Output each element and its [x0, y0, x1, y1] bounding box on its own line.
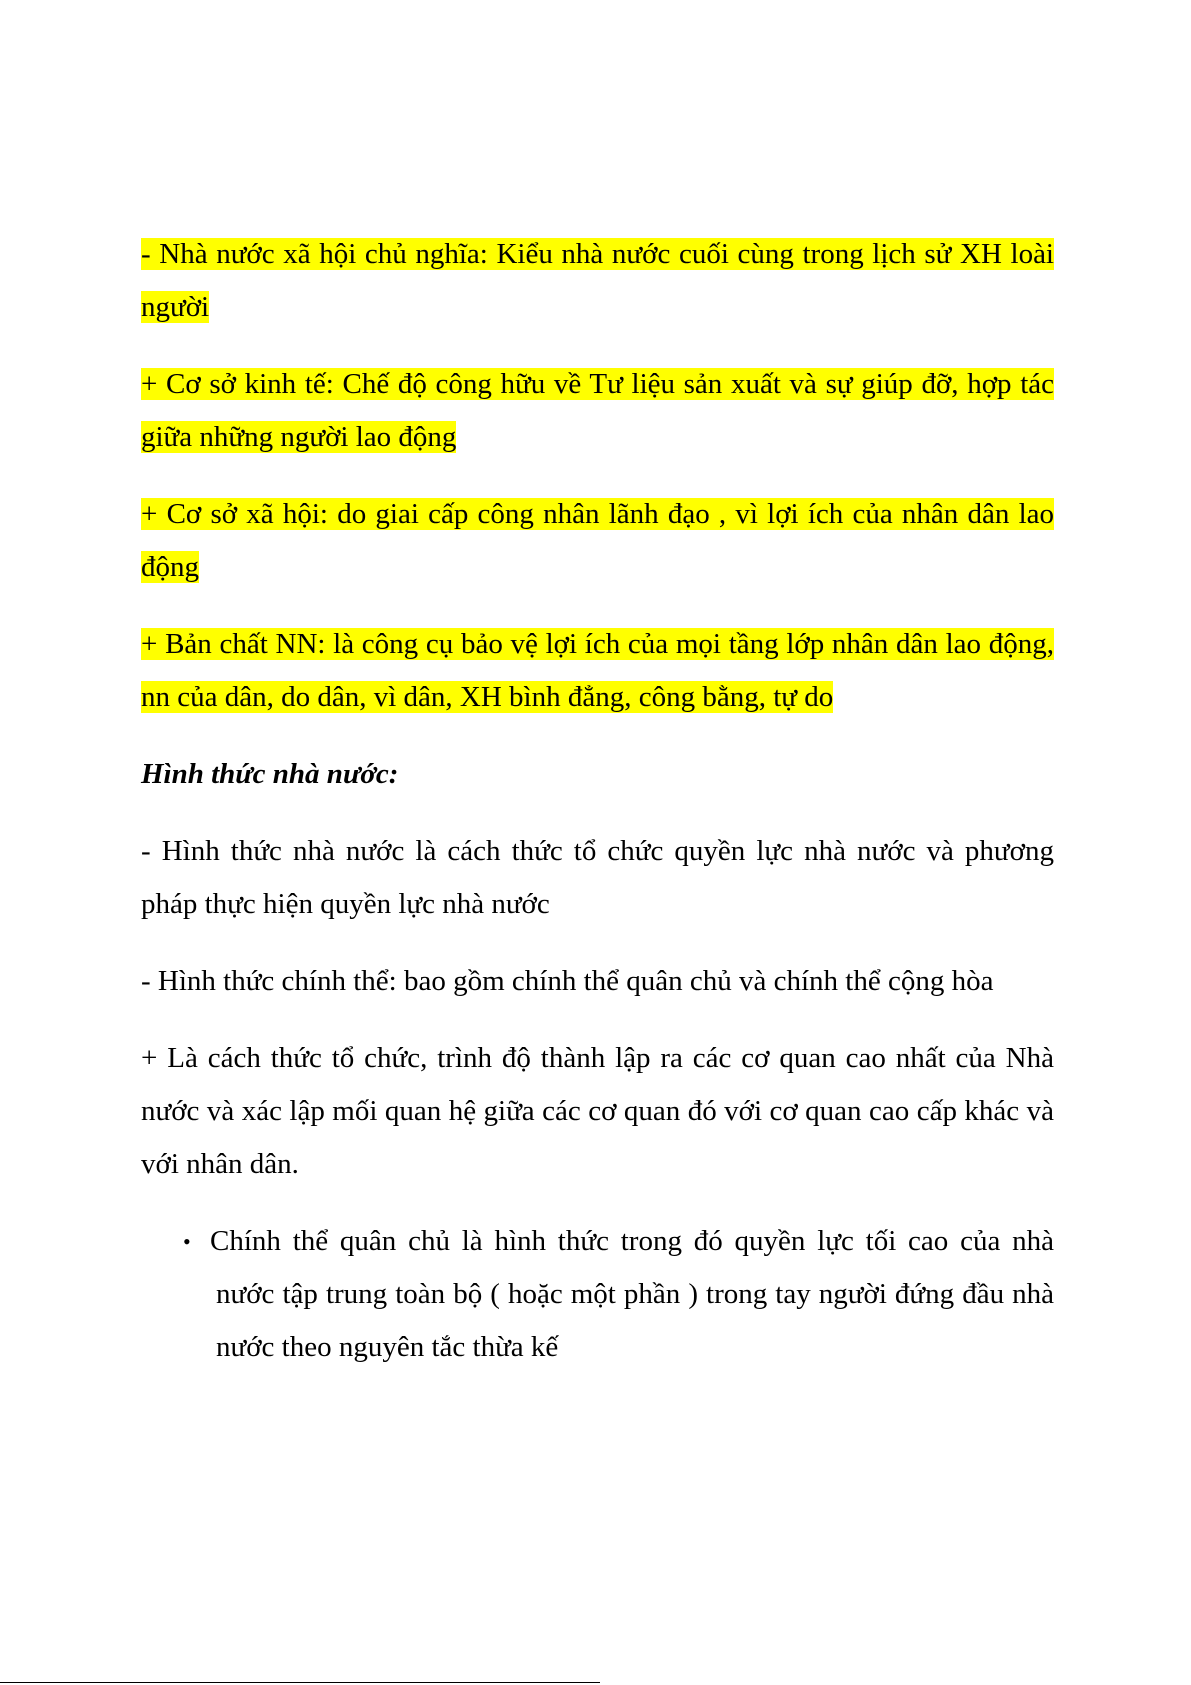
list-item: [141, 1215, 1054, 1374]
bullet-list: [141, 1215, 1054, 1374]
highlighted-paragraph-state-nature: + Bản chất NN: là công cụ bảo vệ lợi ích của mọi tầng lớp nhân dân lao động, nn của dân, do dân, vì dân, XH bình đẳng, công bằng, tự do: [141, 628, 1054, 713]
footer-divider: [0, 1682, 600, 1683]
paragraph-government-form: - Hình thức chính thể: bao gồm chính thể quân chủ và chính thể cộng hòa: [141, 965, 994, 997]
paragraph-state-form: - Hình thức nhà nước là cách thức tổ chức quyền lực nhà nước và phương pháp thực hiện quyền lực nhà nước: [141, 835, 1054, 920]
highlighted-paragraph-economic-basis: + Cơ sở kinh tế: Chế độ công hữu về Tư liệu sản xuất và sự giúp đỡ, hợp tác giữa những người lao động: [141, 368, 1054, 453]
highlighted-paragraph-socialist-state: - Nhà nước xã hội chủ nghĩa: Kiểu nhà nước cuối cùng trong lịch sử XH loài người: [141, 238, 1054, 323]
paragraph-organization-method: + Là cách thức tổ chức, trình độ thành lập ra các cơ quan cao nhất của Nhà nước và xác lập mối quan hệ giữa các cơ quan đó với cơ quan cao cấp khác và với nhân dân.: [141, 1042, 1054, 1180]
bullet-icon: •: [183, 1229, 191, 1254]
bullet-text-monarchy: Chính thể quân chủ là hình thức trong đó quyền lực tối cao của nhà nước tập trung toàn bộ ( hoặc một phần ) trong tay người đứng đầu nhà nước theo nguyên tắc thừa kế: [210, 1225, 1054, 1363]
highlighted-paragraph-social-basis: + Cơ sở xã hội: do giai cấp công nhân lãnh đạo , vì lợi ích của nhân dân lao động: [141, 498, 1054, 583]
page-content: [141, 228, 1054, 1374]
section-heading: Hình thức nhà nước:: [141, 758, 399, 790]
